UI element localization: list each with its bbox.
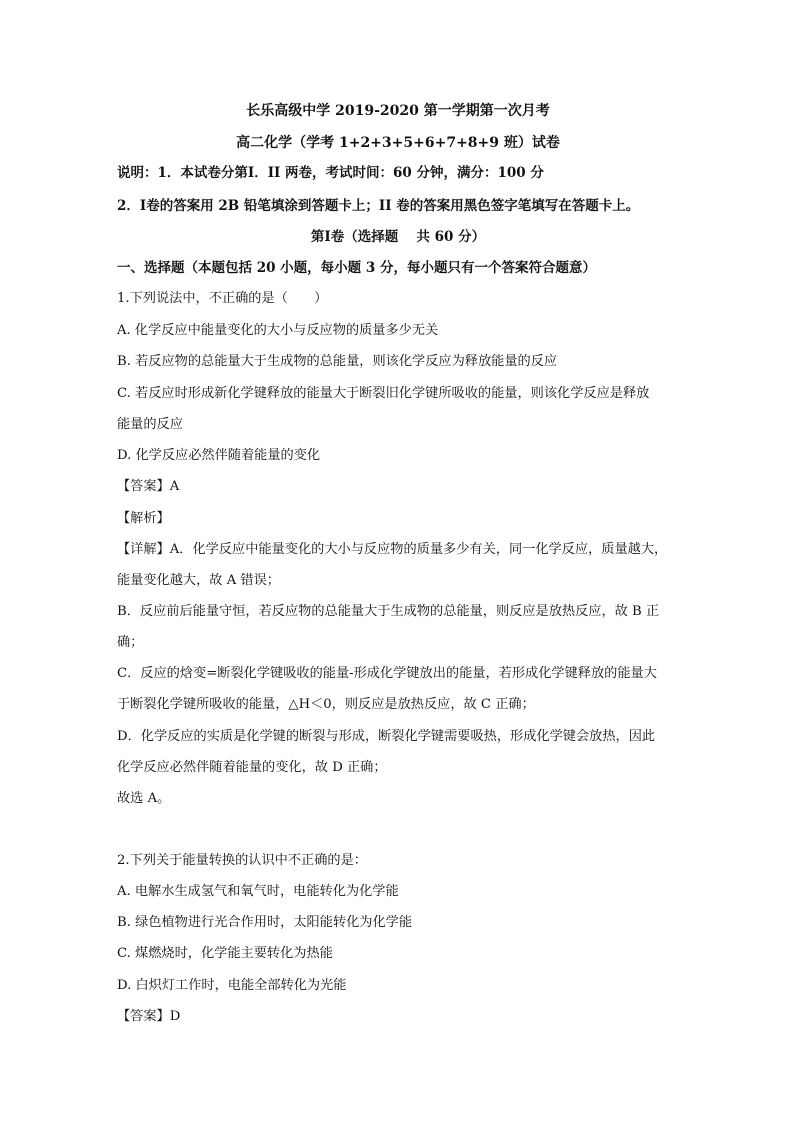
question-1-detail-line-2: 能量变化越大，故 A 错误；: [117, 573, 280, 588]
question-1-answer: 【答案】A: [117, 479, 180, 494]
question-1-detail-line-6: 于断裂化学键所吸收的能量，△H＜0，则反应是放热反应，故 C 正确；: [117, 697, 535, 712]
question-1-conclusion: 故选 A。: [117, 791, 171, 806]
question-1-stem: 1.下列说法中，不正确的是（ ）: [117, 291, 328, 306]
question-1-detail-line-3: B．反应前后能量守恒，若反应物的总能量大于生成物的总能量，则反应是放热反应，故 B 正: [117, 604, 660, 619]
question-1-option-c-line-2: 能量的反应: [117, 417, 183, 432]
question-1-detail-line-8: 化学反应必然伴随着能量的变化，故 D 正确；: [117, 760, 387, 775]
question-1-detail-line-7: D．化学反应的实质是化学键的断裂与形成，断裂化学键需要吸热，形成化学键会放热，因此: [117, 729, 656, 744]
exam-subtitle: 高二化学（学考 1+2+3+5+6+7+8+9 班）试卷: [236, 135, 560, 151]
question-2-option-c: C. 煤燃烧时，化学能主要转化为热能: [117, 946, 333, 961]
question-1-analysis-label: 【解析】: [117, 511, 170, 526]
question-1-detail-line-4: 确；: [117, 635, 144, 650]
exam-title: 长乐高级中学 2019-2020 第一学期第一次月考: [246, 103, 550, 119]
section-title: 第Ⅰ卷（选择题 共 60 分）: [310, 229, 486, 245]
question-1-detail-line-1: 【详解】A．化学反应中能量变化的大小与反应物的质量多少有关，同一化学反应，质量越大，: [117, 542, 668, 557]
question-1-detail-line-5: C．反应的焓变=断裂化学键吸收的能量-形成化学键放出的能量，若形成化学键释放的能量大: [117, 666, 657, 681]
section-part-heading: 一、选择题（本题包括 20 小题，每小题 3 分，每小题只有一个答案符合题意）: [117, 260, 596, 276]
question-1-option-d: D. 化学反应必然伴随着能量的变化: [117, 448, 321, 463]
question-1-option-c-line-1: C. 若反应时形成新化学键释放的能量大于断裂旧化学键所吸收的能量，则该化学反应是释放: [117, 386, 650, 401]
question-1-option-b: B. 若反应物的总能量大于生成物的总能量，则该化学反应为释放能量的反应: [117, 354, 558, 369]
question-2-answer: 【答案】D: [117, 1009, 181, 1024]
question-2-option-a: A. 电解水生成氢气和氧气时，电能转化为化学能: [117, 884, 399, 899]
question-1-option-a: A. 化学反应中能量变化的大小与反应物的质量多少无关: [117, 323, 439, 338]
question-2-option-b: B. 绿色植物进行光合作用时，太阳能转化为化学能: [117, 915, 413, 930]
question-2-stem: 2.下列关于能量转换的认识中不正确的是：: [117, 853, 367, 868]
instruction-line-1: 说明：1．本试卷分第Ⅰ．II 两卷，考试时间：60 分钟，满分：100 分: [117, 165, 544, 181]
question-2-option-d: D. 白炽灯工作时，电能全部转化为光能: [117, 978, 347, 993]
instruction-line-2: 2．Ⅰ卷的答案用 2B 铅笔填涂到答题卡上；II 卷的答案用黑色签字笔填写在答题卡上。: [117, 198, 640, 214]
